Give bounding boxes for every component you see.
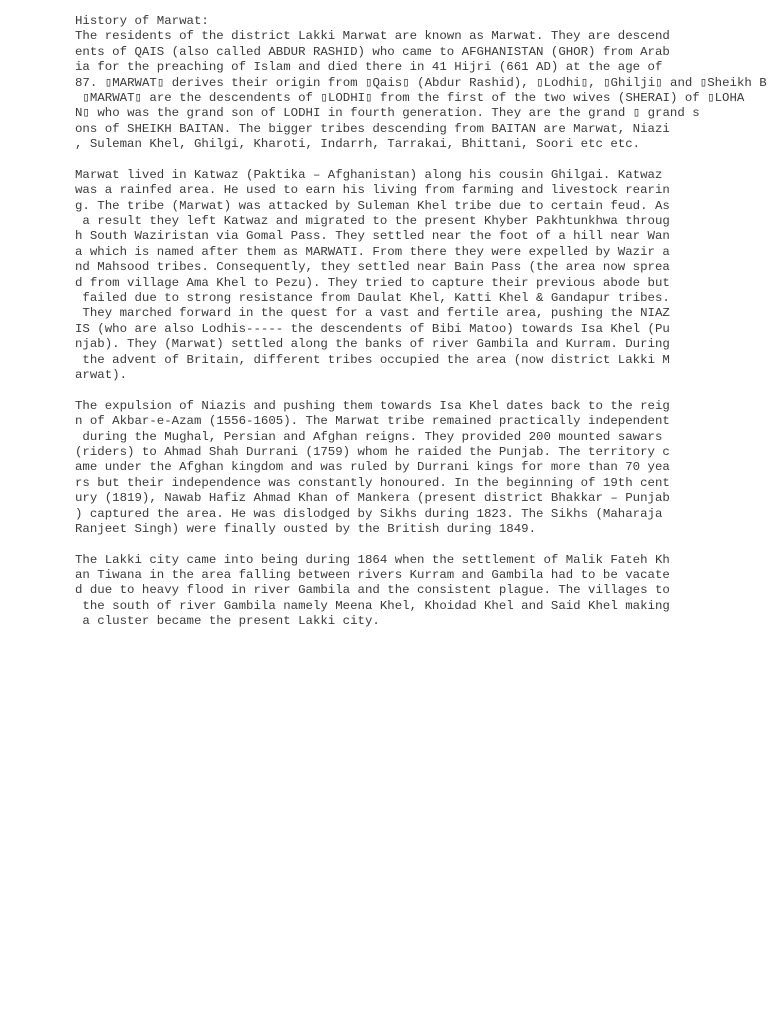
text-line: the south of river Gambila namely Meena Khel, Khoidad Khel and Said Khel making xyxy=(75,598,670,613)
text-line: The expulsion of Niazis and pushing them towards Isa Khel dates back to the reig xyxy=(75,398,670,413)
text-line: a cluster became the present Lakki city. xyxy=(75,614,380,629)
heading-history-of-marwat: History of Marwat: xyxy=(75,14,209,28)
text-line: They marched forward in the quest for a vast and fertile area, pushing the NIAZ xyxy=(75,306,670,321)
text-line: (riders) to Ahmad Shah Durrani (1759) whom he raided the Punjab. The territory c xyxy=(75,444,670,459)
text-line: njab). They (Marwat) settled along the banks of river Gambila and Kurram. During xyxy=(75,337,670,352)
paragraph-history-intro xyxy=(75,14,765,153)
text-line: ) captured the area. He was dislodged by Sikhs during 1823. The Sikhs (Maharaja xyxy=(75,506,663,521)
text-line: ame under the Afghan kingdom and was ruled by Durrani kings for more than 70 yea xyxy=(75,460,670,475)
text-line: N▯ who was the grand son of LODHI in fourth generation. They are the grand ▯ grand s xyxy=(75,106,700,121)
text-line: an Tiwana in the area falling between rivers Kurram and Gambila had to be vacate xyxy=(75,568,670,583)
text-line: the advent of Britain, different tribes occupied the area (now district Lakki M xyxy=(75,352,670,367)
text-line: Marwat lived in Katwaz (Paktika – Afghanistan) along his cousin Ghilgai. Katwaz xyxy=(75,167,663,182)
text-line: failed due to strong resistance from Daulat Khel, Katti Khel & Gandapur tribes. xyxy=(75,291,670,306)
document-page xyxy=(75,14,765,645)
text-line: Ranjeet Singh) were finally ousted by the British during 1849. xyxy=(75,521,537,536)
text-line: ia for the preaching of Islam and died there in 41 Hijri (661 AD) at the age of xyxy=(75,60,663,75)
text-line: n of Akbar-e-Azam (1556-1605). The Marwat tribe remained practically independent xyxy=(75,414,670,429)
text-line: ▯MARWAT▯ are the descendents of ▯LODHI▯ from the first of the two wives (SHERAI) of ▯LOHA xyxy=(75,90,745,105)
text-line: a result they left Katwaz and migrated to the present Khyber Pakhtunkhwa throug xyxy=(75,214,670,229)
text-line: rs but their independence was constantly honoured. In the beginning of 19th cent xyxy=(75,475,670,490)
text-line: arwat). xyxy=(75,367,128,382)
paragraph-lakki-city xyxy=(75,553,765,630)
text-line: ents of QAIS (also called ABDUR RASHID) who came to AFGHANISTAN (GHOR) from Arab xyxy=(75,44,670,59)
text-line: d from village Ama Khel to Pezu). They tried to capture their previous abode but xyxy=(75,275,670,290)
text-line: g. The tribe (Marwat) was attacked by Suleman Khel tribe due to certain feud. As xyxy=(75,198,670,213)
text-line: a which is named after them as MARWATI. From there they were expelled by Wazir a xyxy=(75,244,670,259)
text-line: d due to heavy flood in river Gambila and the consistent plague. The villages to xyxy=(75,583,670,598)
text-line: IS (who are also Lodhis----- the descendents of Bibi Matoo) towards Isa Khel (Pu xyxy=(75,321,670,336)
text-line: ons of SHEIKH BAITAN. The bigger tribes descending from BAITAN are Marwat, Niazi xyxy=(75,121,670,136)
text-line: The residents of the district Lakki Marwat are known as Marwat. They are descend xyxy=(75,29,670,44)
paragraph-katwaz-migration xyxy=(75,168,765,383)
paragraph-niazi-expulsion xyxy=(75,399,765,538)
text-line: The Lakki city came into being during 1864 when the settlement of Malik Fateh Kh xyxy=(75,552,670,567)
text-line: ury (1819), Nawab Hafiz Ahmad Khan of Mankera (present district Bhakkar – Punjab xyxy=(75,491,670,506)
text-line: nd Mahsood tribes. Consequently, they settled near Bain Pass (the area now sprea xyxy=(75,260,670,275)
text-line: during the Mughal, Persian and Afghan reigns. They provided 200 mounted sawars xyxy=(75,429,663,444)
text-line: h South Waziristan via Gomal Pass. They settled near the foot of a hill near Wan xyxy=(75,229,670,244)
text-line: 87. ▯MARWAT▯ derives their origin from ▯Qais▯ (Abdur Rashid), ▯Lodhi▯, ▯Ghilji▯ and ▯Sheikh B xyxy=(75,75,767,90)
text-line: , Suleman Khel, Ghilgi, Kharoti, Indarrh, Tarrakai, Bhittani, Soori etc etc. xyxy=(75,137,641,152)
text-line: was a rainfed area. He used to earn his living from farming and livestock rearin xyxy=(75,183,670,198)
